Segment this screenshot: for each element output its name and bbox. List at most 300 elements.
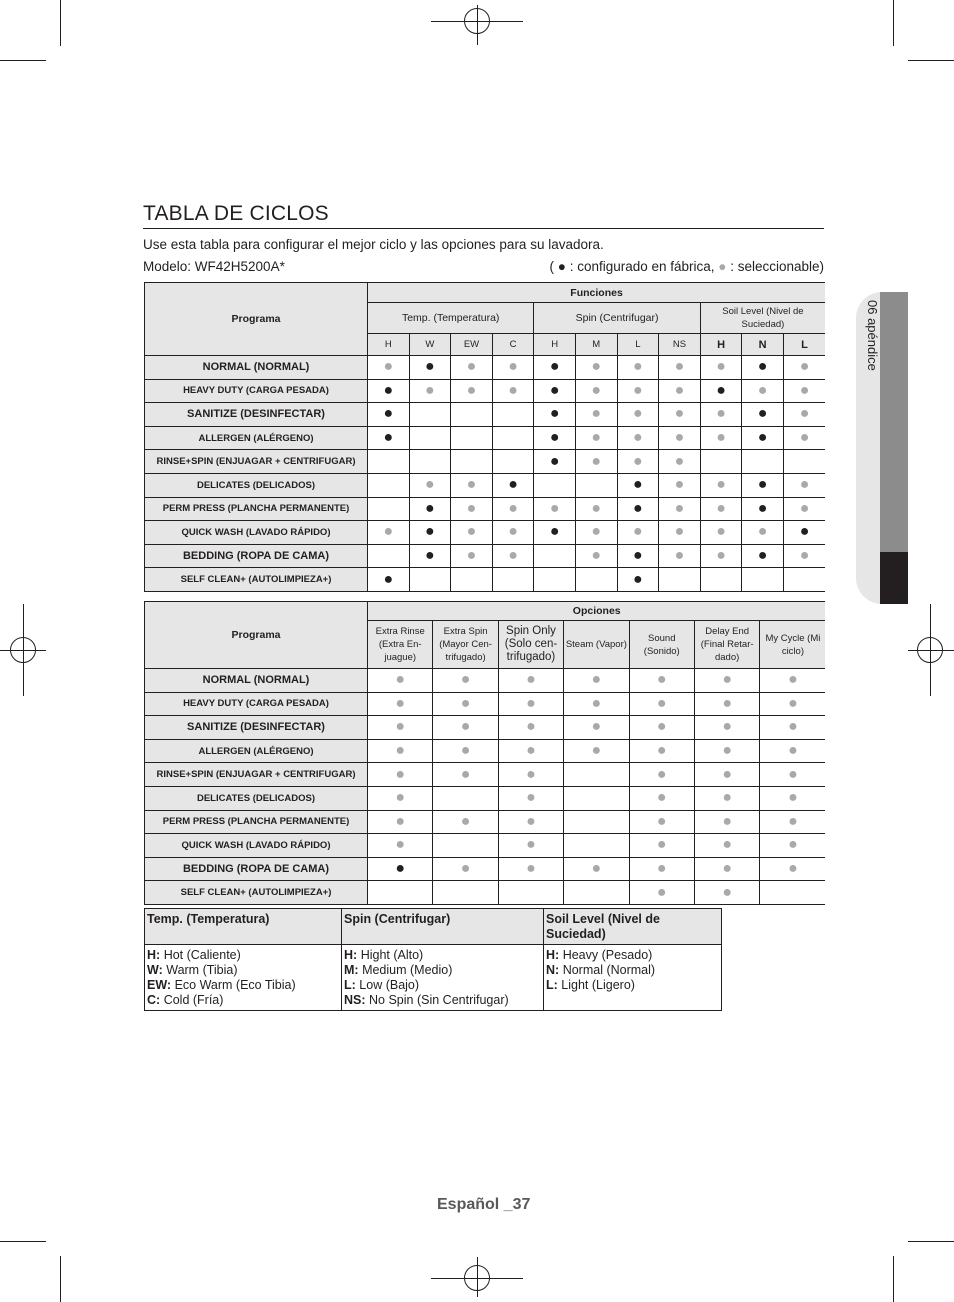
option-cell [433, 716, 498, 740]
function-cell [492, 521, 534, 545]
selectable-dot-icon: ● [788, 742, 798, 760]
factory-dot-icon: ● [549, 405, 560, 423]
option-header-line: (Mayor Cen- [439, 639, 492, 650]
function-cell [492, 544, 534, 568]
key-entry [147, 948, 339, 963]
selectable-dot-icon: ● [788, 812, 798, 830]
factory-dot-icon: ● [757, 476, 768, 494]
selectable-dot-icon: ● [722, 671, 732, 689]
function-cell [492, 426, 534, 450]
selectable-dot-icon: ● [460, 694, 471, 712]
selectable-dot-icon: ● [526, 742, 536, 760]
function-cell [700, 450, 742, 474]
crop-mark [60, 1256, 61, 1302]
program-name: NORMAL (NORMAL) [145, 356, 368, 380]
option-cell [433, 857, 498, 881]
program-name: SANITIZE (DESINFECTAR) [145, 716, 368, 740]
factory-dot-icon: ● [799, 523, 810, 541]
section-tab-marker [880, 552, 908, 604]
option-header-line: (Solo cen- [504, 638, 558, 650]
table-row [145, 544, 826, 568]
function-cell [659, 356, 701, 380]
factory-dot-icon: ● [383, 570, 394, 588]
selectable-dot-icon: ● [674, 405, 685, 423]
spin-header: Spin (Centrifugar) [534, 303, 700, 334]
option-column-header [368, 621, 433, 669]
option-cell [629, 739, 694, 763]
option-cell [694, 810, 759, 834]
factory-dot-icon: ● [549, 429, 560, 447]
program-name: HEAVY DUTY (CARGA PESADA) [145, 692, 368, 716]
option-cell [498, 810, 563, 834]
selectable-dot-icon: ● [799, 429, 810, 447]
option-cell [629, 692, 694, 716]
function-cell [700, 473, 742, 497]
option-cell [629, 763, 694, 787]
selectable-dot-icon: ● [633, 429, 643, 447]
key-entry [546, 978, 719, 993]
function-cell [617, 473, 659, 497]
function-cell [700, 544, 742, 568]
function-cell [492, 403, 534, 427]
function-cell [742, 497, 784, 521]
selectable-dot-icon: ● [788, 694, 798, 712]
selectable-dot-icon: ● [466, 358, 477, 376]
selectable-dot-icon: ● [508, 499, 518, 517]
program-name: ALLERGEN (ALÉRGENO) [145, 426, 368, 450]
program-name: RINSE+SPIN (ENJUAGAR + CENTRIFUGAR) [145, 763, 368, 787]
function-column-header: C [492, 334, 534, 356]
function-cell [451, 473, 493, 497]
key-entry [147, 993, 339, 1008]
key-abbreviation: NS: [344, 992, 366, 1007]
program-name: PERM PRESS (PLANCHA PERMANENTE) [145, 810, 368, 834]
function-cell [742, 473, 784, 497]
function-cell [368, 379, 410, 403]
soil-level-header: Soil Level (Nivel de Suciedad) [700, 303, 825, 334]
key-abbreviation: W: [147, 963, 163, 978]
selectable-dot-icon: ● [526, 860, 536, 878]
factory-dot-icon: ● [549, 523, 560, 541]
option-cell [564, 857, 629, 881]
selectable-dot-icon: ● [591, 381, 602, 399]
selectable-dot-icon: ● [799, 405, 810, 423]
function-cell [783, 497, 825, 521]
function-cell [742, 568, 784, 592]
function-cell [783, 568, 825, 592]
factory-dot-icon: ● [633, 570, 643, 588]
key-meaning: Heavy (Pesado) [562, 948, 653, 963]
function-cell [575, 568, 617, 592]
selectable-dot-icon: ● [508, 381, 518, 399]
function-cell [409, 450, 451, 474]
crop-mark [0, 60, 46, 61]
function-cell [575, 426, 617, 450]
selectable-dot-icon: ● [591, 405, 602, 423]
legend-open: ( [549, 259, 558, 274]
selectable-dot-icon: ● [526, 671, 536, 689]
function-cell [534, 568, 576, 592]
option-cell [760, 716, 826, 740]
crop-mark [893, 1256, 894, 1302]
option-cell [498, 692, 563, 716]
option-cell [629, 786, 694, 810]
option-cell [433, 834, 498, 858]
selectable-dot-icon: ● [674, 523, 685, 541]
option-cell [694, 716, 759, 740]
key-meaning: Low (Bajo) [359, 977, 420, 992]
factory-dot-icon: ● [549, 358, 560, 376]
program-name: ALLERGEN (ALÉRGENO) [145, 739, 368, 763]
selectable-dot-icon: ● [526, 694, 536, 712]
function-cell [659, 379, 701, 403]
selectable-dot-icon: ● [466, 476, 477, 494]
function-cell [742, 379, 784, 403]
function-cell [575, 473, 617, 497]
selectable-dot-icon: ● [716, 547, 726, 565]
function-cell [659, 521, 701, 545]
factory-dot-icon: ● [716, 381, 726, 399]
key-entry [147, 978, 339, 993]
option-cell [433, 786, 498, 810]
program-name: NORMAL (NORMAL) [145, 669, 368, 693]
function-cell [575, 379, 617, 403]
key-entry [344, 978, 541, 993]
page-number: Español _37 [437, 1196, 531, 1213]
registration-circle [464, 8, 490, 34]
crop-mark [60, 0, 61, 46]
option-column-header [629, 621, 694, 669]
function-cell [451, 450, 493, 474]
function-cell [492, 356, 534, 380]
function-cell [659, 426, 701, 450]
key-abbreviation: L: [344, 977, 356, 992]
function-cell [742, 521, 784, 545]
option-cell [433, 739, 498, 763]
key-column [544, 945, 722, 1011]
option-cell [694, 763, 759, 787]
table-row [145, 473, 826, 497]
function-cell [783, 450, 825, 474]
crop-mark [908, 60, 954, 61]
selectable-dot-icon: ● [526, 789, 536, 807]
selectable-dot-icon: ● [799, 547, 810, 565]
key-meaning: No Spin (Sin Centrifugar) [369, 992, 509, 1007]
function-cell [451, 568, 493, 592]
option-cell [760, 786, 826, 810]
function-cell [659, 568, 701, 592]
selectable-dot-icon: ● [508, 547, 518, 565]
function-cell [534, 450, 576, 474]
function-cell [700, 568, 742, 592]
option-header-line: Delay End [705, 626, 750, 637]
selectable-dot-icon: ● [722, 860, 732, 878]
selectable-dot-icon: ● [526, 836, 536, 854]
factory-dot-icon: ● [425, 499, 435, 517]
selectable-dot-icon: ● [591, 718, 602, 736]
selectable-dot-icon: ● [799, 499, 810, 517]
option-cell [498, 786, 563, 810]
selectable-dot-icon: ● [799, 476, 810, 494]
option-cell [694, 786, 759, 810]
selectable-dot-icon: ● [508, 523, 518, 541]
function-cell [700, 403, 742, 427]
key-abbreviation: H: [546, 948, 560, 963]
crop-mark [893, 0, 894, 46]
option-cell [629, 834, 694, 858]
selectable-dot-icon: ● [799, 358, 810, 376]
selectable-dot-icon: ● [591, 358, 602, 376]
selectable-dot-icon: ● [716, 499, 726, 517]
function-cell [617, 426, 659, 450]
option-header-line: My Cycle (Mi [765, 632, 821, 644]
factory-dot-icon: ● [633, 547, 643, 565]
option-cell [760, 857, 826, 881]
key-abbreviation: EW: [147, 977, 172, 992]
crop-mark [908, 1241, 954, 1242]
selectable-dot-icon: ● [591, 742, 602, 760]
function-cell [368, 403, 410, 427]
selectable-dot-icon: ● [716, 358, 726, 376]
function-column-header: NS [659, 334, 701, 356]
factory-dot-icon: ● [633, 499, 643, 517]
function-cell [534, 379, 576, 403]
option-header-line: Extra Spin [443, 626, 488, 637]
function-column-header: L [617, 334, 659, 356]
selectable-dot-icon: ● [674, 358, 685, 376]
function-cell [534, 356, 576, 380]
selectable-dot-icon: ● [460, 812, 471, 830]
selectable-dot-icon: ● [633, 405, 643, 423]
function-cell [492, 497, 534, 521]
function-cell [451, 426, 493, 450]
option-header-line: juague) [384, 652, 417, 663]
option-cell [368, 857, 433, 881]
program-name: SELF CLEAN+ (AUTOLIMPIEZA+) [145, 568, 368, 592]
selectable-dot-icon: ● [425, 476, 435, 494]
table-row [145, 857, 826, 881]
function-cell [534, 544, 576, 568]
selectable-dot-icon: ● [656, 718, 667, 736]
factory-dot-icon: ● [425, 547, 435, 565]
selectable-dot-icon: ● [395, 812, 406, 830]
option-column-header [433, 621, 498, 669]
title-divider [143, 228, 824, 229]
key-spin-header: Spin (Centrifugar) [342, 909, 544, 945]
key-abbreviation: M: [344, 963, 359, 978]
function-cell [368, 568, 410, 592]
function-cell [617, 450, 659, 474]
option-cell [629, 716, 694, 740]
table-row [145, 763, 826, 787]
table-row [145, 426, 826, 450]
options-table [144, 601, 825, 905]
program-name: SELF CLEAN+ (AUTOLIMPIEZA+) [145, 881, 368, 905]
function-cell [617, 544, 659, 568]
selectable-dot-icon: ● [656, 812, 667, 830]
function-cell [617, 568, 659, 592]
function-column-header: M [575, 334, 617, 356]
function-cell [492, 450, 534, 474]
option-header-line: dado) [714, 652, 740, 663]
crop-mark [0, 1241, 46, 1242]
selectable-dot-icon: ● [722, 812, 732, 830]
selectable-dot-icon: ● [722, 789, 732, 807]
selectable-dot-icon: ● [788, 860, 798, 878]
function-cell [492, 473, 534, 497]
factory-dot-icon: ● [549, 452, 560, 470]
option-cell [368, 692, 433, 716]
function-cell [534, 403, 576, 427]
function-cell [534, 426, 576, 450]
key-entry [546, 963, 719, 978]
table-row [145, 739, 826, 763]
function-cell [783, 426, 825, 450]
selectable-dot-icon: ● [633, 452, 643, 470]
selectable-dot-icon: ● [508, 358, 518, 376]
legend-selectable-label: : seleccionable) [726, 259, 824, 274]
factory-dot-icon: ● [633, 476, 643, 494]
program-name: RINSE+SPIN (ENJUAGAR + CENTRIFUGAR) [145, 450, 368, 474]
option-cell [368, 810, 433, 834]
function-cell [409, 356, 451, 380]
function-cell [409, 426, 451, 450]
selectable-dot-icon: ● [656, 789, 667, 807]
function-cell [700, 497, 742, 521]
selectable-dot-icon: ● [788, 671, 798, 689]
selectable-dot-icon: ● [674, 429, 685, 447]
key-meaning: Hot (Caliente) [163, 948, 241, 963]
key-entry [344, 993, 541, 1008]
selectable-dot-icon: ● [722, 836, 732, 854]
selectable-dot-icon: ● [656, 742, 667, 760]
table-row [145, 669, 826, 693]
selectable-dot-icon: ● [674, 547, 685, 565]
table-row [145, 379, 826, 403]
key-abbreviation: L: [546, 977, 558, 992]
selectable-dot-icon: ● [460, 765, 471, 783]
factory-dot-icon: ● [757, 429, 768, 447]
table-row [145, 497, 826, 521]
function-cell [659, 497, 701, 521]
key-temp-header: Temp. (Temperatura) [145, 909, 342, 945]
table-row [145, 716, 826, 740]
option-header-line: (Extra En- [378, 639, 422, 650]
function-cell [368, 356, 410, 380]
option-header-line: trifugado) [506, 651, 556, 663]
registration-circle [464, 1265, 490, 1291]
program-name: QUICK WASH (LAVADO RÁPIDO) [145, 834, 368, 858]
selectable-dot-icon: ● [526, 812, 536, 830]
selectable-dot-icon: ● [526, 718, 536, 736]
function-cell [659, 450, 701, 474]
function-cell [409, 497, 451, 521]
key-abbreviation: N: [546, 963, 560, 978]
selectable-dot-icon: ● [526, 765, 536, 783]
selectable-dot-icon: ● [591, 452, 602, 470]
selectable-dot-icon: ● [466, 381, 477, 399]
key-meaning: Light (Ligero) [561, 977, 635, 992]
option-header-line: ciclo) [781, 645, 804, 657]
key-entry [344, 948, 541, 963]
options-header: Opciones [368, 602, 826, 621]
selectable-dot-icon: ● [716, 405, 726, 423]
function-cell [617, 403, 659, 427]
selectable-dot-icon: ● [395, 718, 406, 736]
option-cell [433, 810, 498, 834]
option-cell [760, 763, 826, 787]
option-cell [564, 810, 629, 834]
selectable-dot-icon: ● [395, 789, 406, 807]
table-row [145, 692, 826, 716]
function-cell [742, 356, 784, 380]
function-column-header: H [368, 334, 410, 356]
option-cell [629, 669, 694, 693]
function-cell [409, 403, 451, 427]
selectable-dot-icon: ● [383, 358, 394, 376]
function-column-header: W [409, 334, 451, 356]
option-cell [694, 881, 759, 905]
model-number: Modelo: WF42H5200A* [143, 259, 285, 274]
option-cell [498, 739, 563, 763]
options-body [145, 669, 826, 905]
intro-text: Use esta tabla para configurar el mejor ciclo y las opciones para su lavadora. [143, 237, 604, 252]
option-cell [564, 881, 629, 905]
option-cell [760, 692, 826, 716]
factory-dot-icon: ● [757, 358, 768, 376]
key-abbreviation: C: [147, 992, 161, 1007]
option-header-line: trifugado) [445, 652, 486, 663]
selectable-dot-icon: ● [788, 765, 798, 783]
selectable-dot-icon: ● [722, 883, 732, 901]
program-name: PERM PRESS (PLANCHA PERMANENTE) [145, 497, 368, 521]
functions-table [144, 282, 825, 592]
option-cell [694, 857, 759, 881]
selectable-dot-icon: ● [460, 860, 471, 878]
key-abbreviation: H: [147, 948, 161, 963]
selectable-dot-icon: ● [460, 718, 471, 736]
function-cell [700, 356, 742, 380]
factory-dot-icon: ● [395, 860, 406, 878]
selectable-dot-icon: ● [466, 499, 477, 517]
program-name: BEDDING (ROPA DE CAMA) [145, 544, 368, 568]
table-row [145, 786, 826, 810]
selectable-dot-icon: ● [591, 429, 602, 447]
option-column-header [498, 621, 563, 669]
selectable-dot-icon: ● [757, 381, 768, 399]
function-cell [451, 497, 493, 521]
function-cell [783, 473, 825, 497]
function-cell [409, 473, 451, 497]
selectable-dot-icon: ● [799, 381, 810, 399]
function-cell [659, 403, 701, 427]
function-cell [575, 450, 617, 474]
option-column-header [564, 621, 629, 669]
function-cell [575, 544, 617, 568]
selectable-dot-icon: ● [549, 499, 560, 517]
selectable-dot-icon: ● [591, 694, 602, 712]
function-cell [700, 379, 742, 403]
table-row [145, 403, 826, 427]
function-cell [575, 403, 617, 427]
key-column [145, 945, 342, 1011]
function-column-header: EW [451, 334, 493, 356]
option-header-line: Spin Only [506, 625, 556, 637]
program-header: Programa [145, 283, 368, 356]
function-cell [368, 544, 410, 568]
selectable-dot-icon: ● [716, 523, 726, 541]
key-meaning: Eco Warm (Eco Tibia) [174, 977, 296, 992]
